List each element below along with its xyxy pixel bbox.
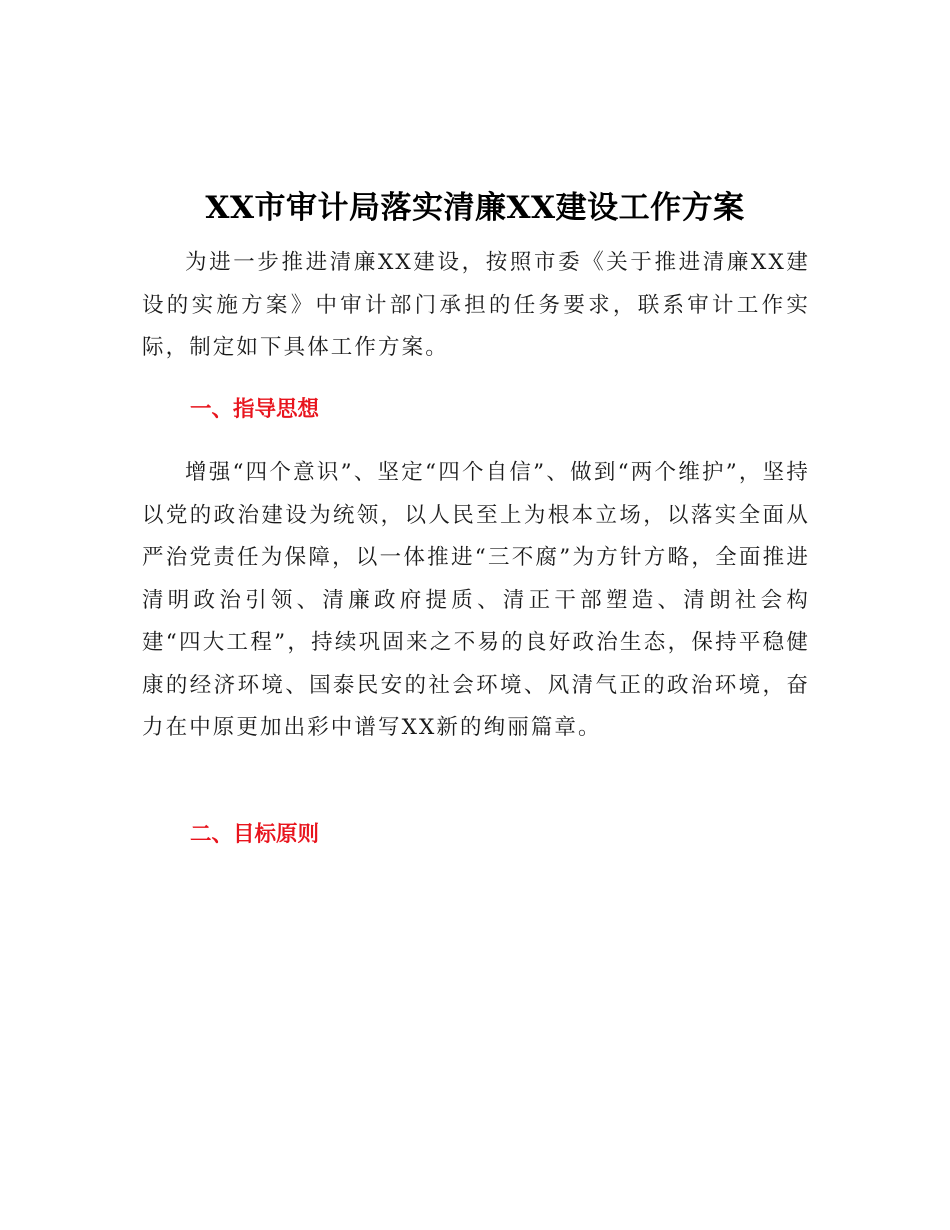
guiding-ideology-paragraph: 增强“四个意识”、坚定“四个自信”、做到“两个维护”，坚持以党的政治建设为统领，以人民至上为根本立场，以落实全面从严治党责任为保障，以一体推进“三不腐”为方针方略，全面推进清明政治引领、清廉政府提质、清正干部塑造、清朗社会构建“四大工程”，持续巩固来之不易的良好政治生态，保持平稳健康的经济环境、国泰民安的社会环境、风清气正的政治环境，奋力在中原更加出彩中谱写XX新的绚丽篇章。 — [142, 460, 810, 740]
document-title: XX市审计局落实清廉XX建设工作方案 — [205, 189, 745, 226]
section-heading-goals-principles: 二、目标原则 — [190, 822, 320, 847]
intro-paragraph: 为进一步推进清廉XX建设，按照市委《关于推进清廉XX建设的实施方案》中审计部门承担的任务要求，联系审计工作实际，制定如下具体工作方案。 — [142, 250, 810, 360]
section-heading-guiding-ideology: 一、指导思想 — [190, 397, 320, 422]
